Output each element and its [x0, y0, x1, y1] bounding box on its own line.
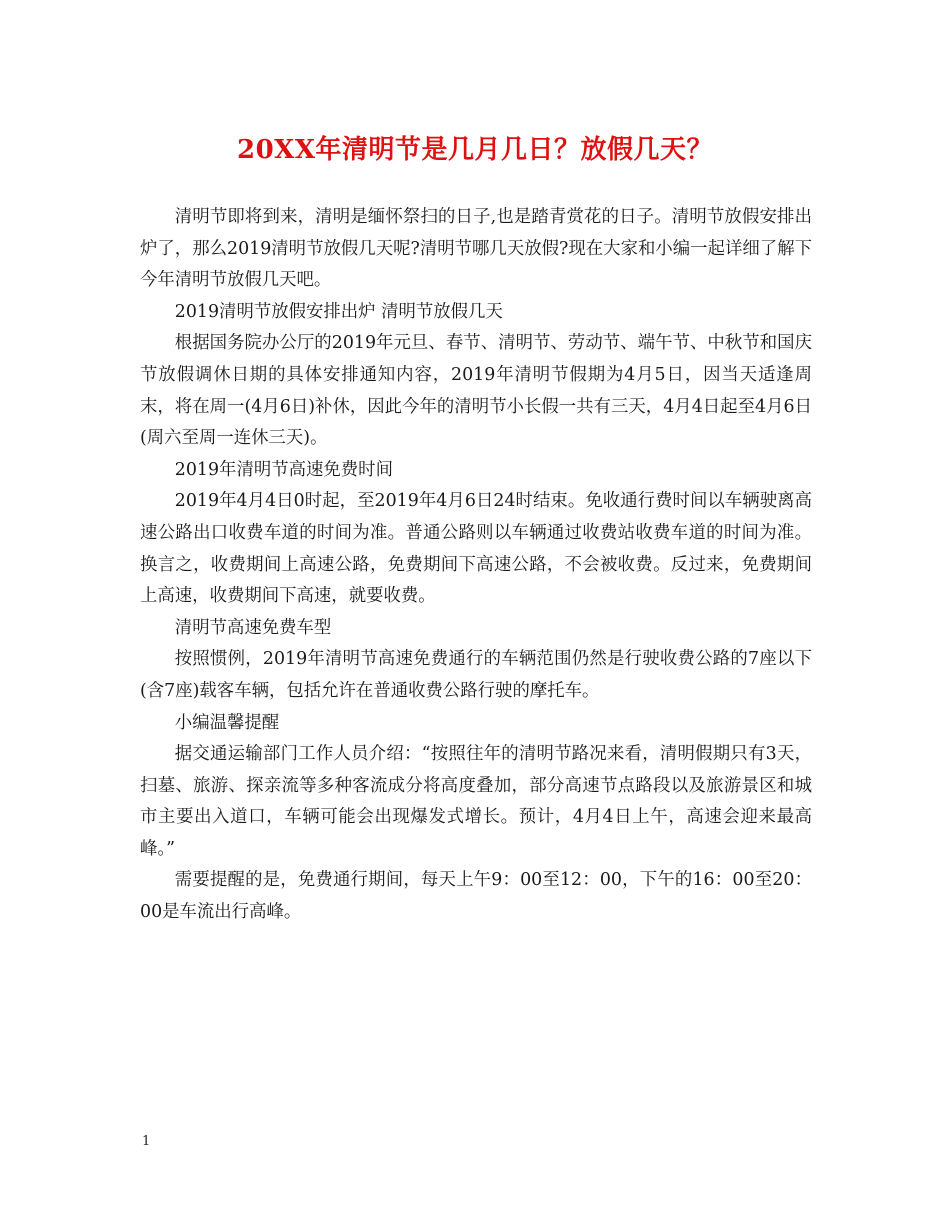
heading-reminder: 小编温馨提醒	[174, 712, 280, 733]
paragraph-toll-free-vehicles: 按照惯例，2019年清明节高速免费通行的车辆范围仍然是行驶收费公路的7座以下(含7座)载客车辆，包括允许在普通收费公路行驶的摩托车。	[140, 649, 812, 701]
document-title: 20XX年清明节是几月几日？放假几天？	[236, 135, 714, 165]
heading-holiday-schedule: 2019清明节放假安排出炉 清明节放假几天	[174, 301, 503, 322]
paragraph-holiday-details: 根据国务院办公厅的2019年元旦、春节、清明节、劳动节、端午节、中秋节和国庆节放假调休日期的具体安排通知内容，2019年清明节假期为4月5日，因当天适逢周末，将在周一(4月6日)补休，因此今年的清明节小长假一共有三天，4月4日起至4月6日(周六至周一连休三天)。	[140, 333, 812, 449]
heading-toll-free-vehicles: 清明节高速免费车型	[174, 617, 332, 638]
heading-toll-free-time: 2019年清明节高速免费时间	[174, 459, 393, 480]
paragraph-peak-hours: 需要提醒的是，免费通行期间，每天上午9：00至12：00，下午的16：00至20：00是车流出行高峰。	[140, 870, 812, 923]
paragraph-toll-free-time: 2019年4月4日0时起，至2019年4月6日24时结束。免收通行费时间以车辆驶离高速公路出口收费车道的时间为准。普通公路则以车辆通过收费站收费车道的时间为准。换言之，收费期间上高速公路，免费期间下高速公路，不会被收费。反过来，免费期间上高速，收费期间下高速，就要收费。	[140, 491, 812, 607]
page-number: 1	[142, 1134, 151, 1149]
paragraph-reminder-quote: 据交通运输部门工作人员介绍：“按照往年的清明节路况来看，清明假期只有3天，扫墓、旅游、探亲流等多种客流成分将高度叠加，部分高速节点路段以及旅游景区和城市主要出入道口，车辆可能会出现爆发式增长。预计，4月4日上午，高速会迎来最高峰。”	[140, 744, 812, 859]
document-body	[140, 202, 812, 929]
paragraph-intro: 清明节即将到来，清明是缅怀祭扫的日子,也是踏青赏花的日子。清明节放假安排出炉了，那么2019清明节放假几天呢?清明节哪几天放假?现在大家和小编一起详细了解下今年清明节放假几天吧。	[140, 207, 812, 291]
